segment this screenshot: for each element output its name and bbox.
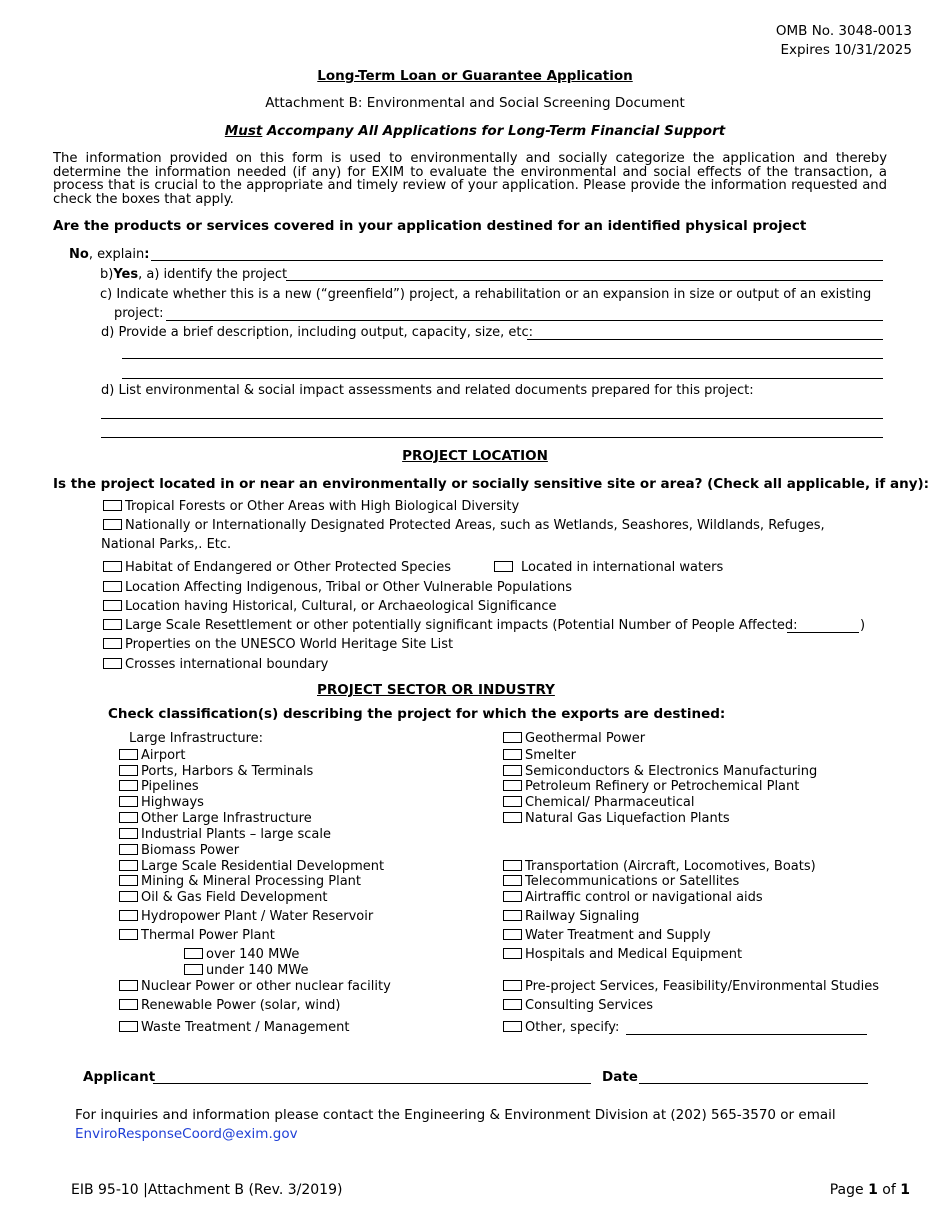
date-label: Date <box>602 1069 638 1085</box>
impact-assessments-label: d) List environmental & social impact assessments and related documents prepared for this project: <box>101 383 754 398</box>
greenfield-project-label: project: <box>114 306 164 321</box>
transport-checkbox[interactable] <box>503 860 522 871</box>
consulting-label: Consulting Services <box>525 998 654 1013</box>
greenfield-field[interactable] <box>166 320 883 321</box>
other-specify-field[interactable] <box>626 1034 867 1035</box>
impact-assessments-field-2[interactable] <box>101 437 883 438</box>
form-id: EIB 95-10 |Attachment B (Rev. 3/2019) <box>71 1182 343 1198</box>
colon: : <box>144 247 150 262</box>
contact-email-wrap <box>75 1126 298 1142</box>
other-specify-checkbox[interactable] <box>503 1021 522 1032</box>
hydro-checkbox[interactable] <box>119 910 138 921</box>
residential-option[interactable] <box>119 859 384 874</box>
habitat-label: Habitat of Endangered or Other Protected Species <box>125 560 452 575</box>
lng-checkbox[interactable] <box>503 812 522 823</box>
current-page: 1 <box>868 1182 878 1198</box>
transport-label: Transportation (Aircraft, Locomotives, Boats) <box>525 859 816 874</box>
boundary-label: Crosses international boundary <box>125 657 329 672</box>
highways-checkbox[interactable] <box>119 796 138 807</box>
industrial-checkbox[interactable] <box>119 828 138 839</box>
oilgas-option[interactable] <box>119 890 327 905</box>
other-infra-label: Other Large Infrastructure <box>141 811 312 826</box>
form-title: Long-Term Loan or Guarantee Application <box>317 68 633 84</box>
preproject-option[interactable] <box>503 979 879 994</box>
resettlement-close-paren: ) <box>860 618 866 633</box>
page-word: Page <box>829 1182 864 1198</box>
other-infra-option[interactable] <box>119 811 312 826</box>
project-sector-heading: PROJECT SECTOR OR INDUSTRY <box>317 682 555 698</box>
historical-checkbox[interactable] <box>103 600 122 611</box>
telecom-option[interactable] <box>503 874 739 889</box>
over140-option[interactable] <box>184 947 299 962</box>
impact-assessments-field-1[interactable] <box>101 418 883 419</box>
petroleum-option[interactable] <box>503 779 799 794</box>
railway-label: Railway Signaling <box>525 909 640 924</box>
semis-checkbox[interactable] <box>503 765 522 776</box>
geothermal-checkbox[interactable] <box>503 732 522 743</box>
thermal-label: Thermal Power Plant <box>141 928 275 943</box>
water-option[interactable] <box>503 928 711 943</box>
greenfield-question: c) Indicate whether this is a new (“greenfield”) project, a rehabilitation or an expansion in size or output of an existing <box>100 287 872 302</box>
large-infrastructure-label: Large Infrastructure: <box>129 731 264 746</box>
renewable-checkbox[interactable] <box>119 999 138 1010</box>
boundary-option[interactable] <box>103 657 328 672</box>
hospitals-option[interactable] <box>503 947 742 962</box>
protected-areas-label-cont: National Parks,. Etc. <box>101 537 232 552</box>
thermal-checkbox[interactable] <box>119 929 138 940</box>
protected-areas-label: Nationally or Internationally Designated Protected Areas, such as Wetlands, Seashores, Wildlands, Refuges, <box>125 518 825 533</box>
petroleum-label: Petroleum Refinery or Petrochemical Plant <box>525 779 800 794</box>
unesco-option[interactable] <box>103 637 453 652</box>
indigenous-checkbox[interactable] <box>103 581 122 592</box>
resettlement-label: Large Scale Resettlement or other potentially significant impacts (Potential Number of People Affected: <box>125 618 798 633</box>
thermal-option[interactable] <box>119 928 275 943</box>
waste-option[interactable] <box>119 1020 349 1035</box>
must-rest: Accompany All Applications for Long-Term Financial Support <box>262 123 726 139</box>
industrial-label: Industrial Plants – large scale <box>141 827 331 842</box>
semis-label: Semiconductors & Electronics Manufacturing <box>525 764 818 779</box>
waste-checkbox[interactable] <box>119 1021 138 1032</box>
indigenous-label: Location Affecting Indigenous, Tribal or Other Vulnerable Populations <box>125 580 573 595</box>
consulting-checkbox[interactable] <box>503 999 522 1010</box>
description-field-2[interactable] <box>122 358 883 359</box>
sensitive-site-question: Is the project located in or near an environmentally or socially sensitive site or area? (Check all applicable, if any): <box>53 476 930 492</box>
explain-label: , explain <box>88 247 145 262</box>
hospitals-checkbox[interactable] <box>503 948 522 959</box>
ports-checkbox[interactable] <box>119 765 138 776</box>
mining-checkbox[interactable] <box>119 875 138 886</box>
biomass-checkbox[interactable] <box>119 844 138 855</box>
description-field-1[interactable] <box>527 339 883 340</box>
smelter-label: Smelter <box>525 748 576 763</box>
smelter-checkbox[interactable] <box>503 749 522 760</box>
airport-option[interactable] <box>119 748 186 763</box>
petroleum-checkbox[interactable] <box>503 780 522 791</box>
biomass-label: Biomass Power <box>141 843 240 858</box>
protected-areas-option[interactable] <box>103 518 825 533</box>
residential-checkbox[interactable] <box>119 860 138 871</box>
chemical-option[interactable] <box>503 795 694 810</box>
tropical-forests-checkbox[interactable] <box>103 500 122 511</box>
no-label: No <box>69 247 89 262</box>
expiration-date: Expires 10/31/2025 <box>780 42 912 58</box>
waste-label: Waste Treatment / Management <box>141 1020 350 1035</box>
water-label: Water Treatment and Supply <box>525 928 711 943</box>
airtraffic-checkbox[interactable] <box>503 891 522 902</box>
under140-checkbox[interactable] <box>184 964 203 975</box>
omb-header <box>776 22 912 60</box>
applicant-label: Applicant <box>83 1069 156 1085</box>
yes-identify-label <box>100 267 287 282</box>
project-location-heading: PROJECT LOCATION <box>402 448 548 464</box>
water-checkbox[interactable] <box>503 929 522 940</box>
people-affected-field[interactable] <box>787 632 859 633</box>
biomass-option[interactable] <box>119 843 239 858</box>
nuclear-checkbox[interactable] <box>119 980 138 991</box>
mining-label: Mining & Mineral Processing Plant <box>141 874 361 889</box>
geothermal-label: Geothermal Power <box>525 731 646 746</box>
airport-checkbox[interactable] <box>119 749 138 760</box>
hospitals-label: Hospitals and Medical Equipment <box>525 947 743 962</box>
intl-waters-checkbox[interactable] <box>494 561 513 572</box>
yes-prefix: b) <box>100 267 114 282</box>
of-word: of <box>882 1182 896 1198</box>
under140-option[interactable] <box>184 963 308 978</box>
nuclear-option[interactable] <box>119 979 391 994</box>
oilgas-checkbox[interactable] <box>119 891 138 902</box>
description-field-3[interactable] <box>122 378 883 379</box>
over140-label: over 140 MWe <box>206 947 300 962</box>
contact-text: For inquiries and information please contact the Engineering & Environment Division at (202) 565-3570 or email <box>75 1107 836 1123</box>
industrial-option[interactable] <box>119 827 331 842</box>
identify-project-label: , a) identify the project <box>138 267 288 282</box>
telecom-label: Telecommunications or Satellites <box>525 874 740 889</box>
smelter-option[interactable] <box>503 748 576 763</box>
other-specify-option[interactable] <box>503 1020 619 1035</box>
ports-option[interactable] <box>119 764 313 779</box>
no-explain-field[interactable] <box>151 260 883 261</box>
residential-label: Large Scale Residential Development <box>141 859 385 874</box>
yes-label: Yes <box>113 267 139 282</box>
pipelines-checkbox[interactable] <box>119 780 138 791</box>
historical-option[interactable] <box>103 599 557 614</box>
description-label: d) Provide a brief description, including output, capacity, size, etc: <box>101 325 534 340</box>
page-number <box>830 1182 910 1198</box>
consulting-option[interactable] <box>503 998 653 1013</box>
oilgas-label: Oil & Gas Field Development <box>141 890 328 905</box>
identify-project-field[interactable] <box>286 280 883 281</box>
tropical-forests-option[interactable] <box>103 499 519 514</box>
boundary-checkbox[interactable] <box>103 658 122 669</box>
contact-email-link[interactable]: EnviroResponseCoord@exim.gov <box>75 1126 298 1142</box>
historical-label: Location having Historical, Cultural, or Archaeological Significance <box>125 599 557 614</box>
unesco-label: Properties on the UNESCO World Heritage Site List <box>125 637 454 652</box>
preproject-checkbox[interactable] <box>503 980 522 991</box>
other-infra-checkbox[interactable] <box>119 812 138 823</box>
unesco-checkbox[interactable] <box>103 638 122 649</box>
highways-option[interactable] <box>119 795 204 810</box>
airtraffic-label: Airtraffic control or navigational aids <box>525 890 763 905</box>
over140-checkbox[interactable] <box>184 948 203 959</box>
must-accompany-note <box>0 123 950 139</box>
intl-waters-option[interactable] <box>494 560 723 575</box>
transport-option[interactable] <box>503 859 816 874</box>
airtraffic-option[interactable] <box>503 890 763 905</box>
hydro-option[interactable] <box>119 909 373 924</box>
hydro-label: Hydropower Plant / Water Reservoir <box>141 909 374 924</box>
habitat-option[interactable] <box>103 560 451 575</box>
railway-option[interactable] <box>503 909 639 924</box>
total-pages: 1 <box>900 1182 910 1198</box>
physical-project-question: Are the products or services covered in your application destined for an identified physical project <box>53 218 807 234</box>
mining-option[interactable] <box>119 874 361 889</box>
date-field[interactable] <box>639 1083 868 1084</box>
chemical-label: Chemical/ Pharmaceutical <box>525 795 695 810</box>
ports-label: Ports, Harbors & Terminals <box>141 764 314 779</box>
applicant-field[interactable] <box>153 1083 591 1084</box>
omb-number: OMB No. 3048-0013 <box>775 23 912 39</box>
pipelines-label: Pipelines <box>141 779 199 794</box>
lng-option[interactable] <box>503 811 730 826</box>
no-explain-label <box>69 247 149 262</box>
chemical-checkbox[interactable] <box>503 796 522 807</box>
tropical-forests-label: Tropical Forests or Other Areas with High Biological Diversity <box>125 499 520 514</box>
airport-label: Airport <box>141 748 186 763</box>
railway-checkbox[interactable] <box>503 910 522 921</box>
habitat-checkbox[interactable] <box>103 561 122 572</box>
indigenous-option[interactable] <box>103 580 572 595</box>
renewable-option[interactable] <box>119 998 341 1013</box>
intl-waters-label: Located in international waters <box>521 560 724 575</box>
other-specify-label: Other, specify: <box>525 1020 620 1035</box>
lng-label: Natural Gas Liquefaction Plants <box>525 811 730 826</box>
resettlement-option[interactable] <box>103 618 798 633</box>
protected-areas-checkbox[interactable] <box>103 519 122 530</box>
preproject-label: Pre-project Services, Feasibility/Environmental Studies <box>525 979 880 994</box>
form-subtitle: Attachment B: Environmental and Social Screening Document <box>265 95 685 111</box>
intro-paragraph: The information provided on this form is used to environmentally and socially categorize the application and thereby determine the information needed (if any) for EXIM to evaluate the environmental and social effects of the transaction, a process that is crucial to the appropriate and timely review of your application. Please provide the information requested and check the boxes that apply. <box>53 151 887 207</box>
renewable-label: Renewable Power (solar, wind) <box>141 998 341 1013</box>
nuclear-label: Nuclear Power or other nuclear facility <box>141 979 391 994</box>
pipelines-option[interactable] <box>119 779 199 794</box>
highways-label: Highways <box>141 795 204 810</box>
must-word: Must <box>224 123 263 139</box>
geothermal-option[interactable] <box>503 731 645 746</box>
classification-question: Check classification(s) describing the project for which the exports are destined: <box>108 706 726 722</box>
under140-label: under 140 MWe <box>206 963 309 978</box>
telecom-checkbox[interactable] <box>503 875 522 886</box>
resettlement-checkbox[interactable] <box>103 619 122 630</box>
semis-option[interactable] <box>503 764 817 779</box>
